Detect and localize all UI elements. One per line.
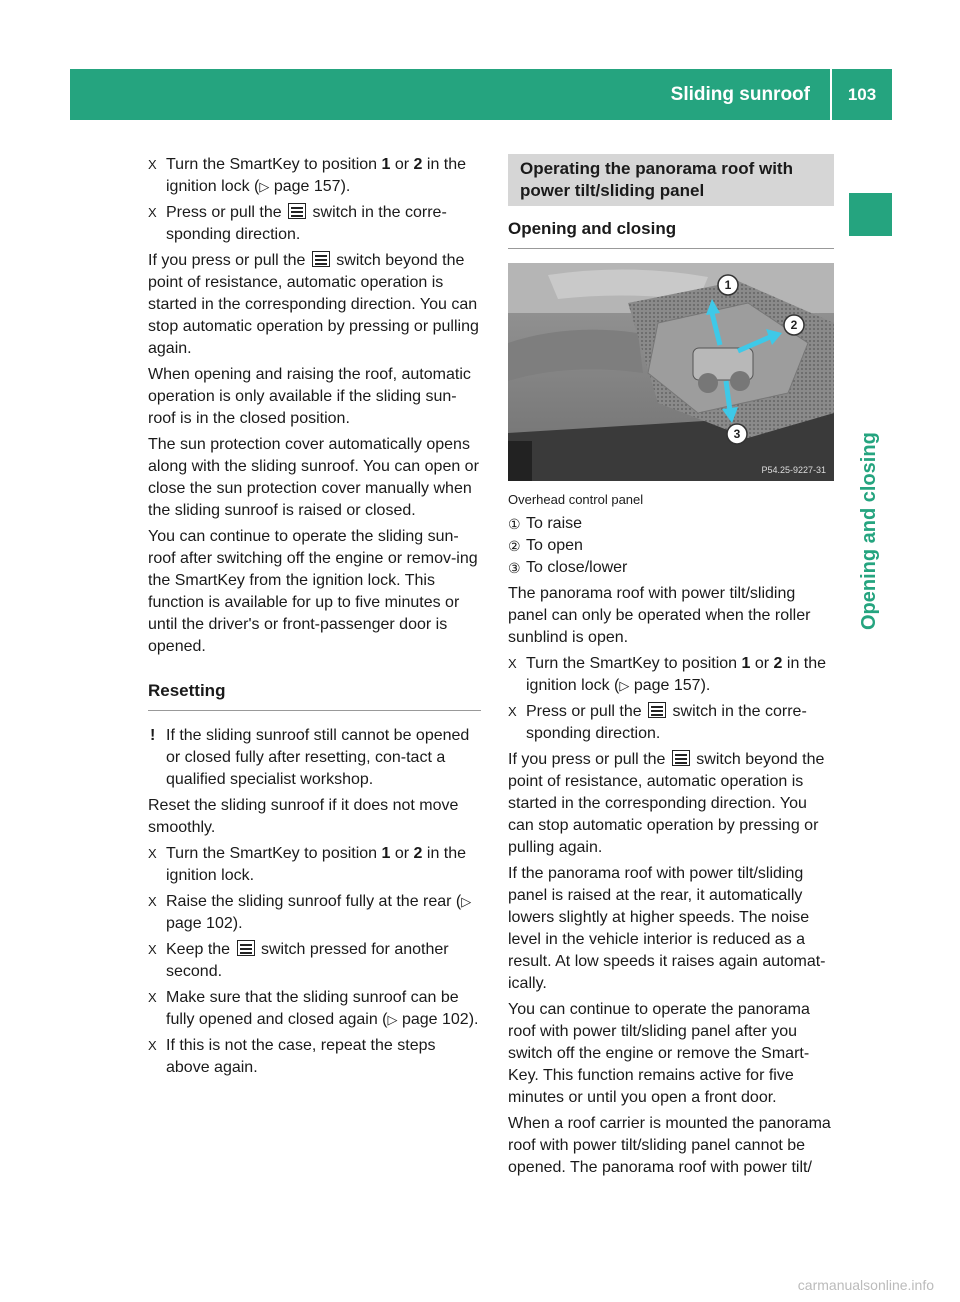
roof-switch-icon bbox=[648, 702, 666, 718]
left-column bbox=[148, 154, 481, 1083]
paragraph: You can continue to operate the panorama roof with power tilt/sliding panel after you switch off the engine or remove the Smart-Key. This function remains active for five minutes or until you open a front door. bbox=[508, 1001, 810, 1106]
svg-text:1: 1 bbox=[724, 278, 732, 292]
control-panel-illustration bbox=[508, 263, 834, 481]
paragraph: The panorama roof with power tilt/sliding panel can only be operated when the roller sunblind is open. bbox=[508, 585, 811, 646]
callout-number: ② bbox=[508, 538, 521, 554]
step-arrow-icon: X bbox=[148, 942, 157, 957]
box-heading: Operating the panorama roof with power tilt/sliding panel bbox=[508, 154, 834, 206]
svg-text:2: 2 bbox=[790, 318, 798, 332]
page-ref-icon: ▷ bbox=[619, 678, 630, 693]
overhead-control-panel-figure bbox=[508, 263, 834, 481]
callout-number: ③ bbox=[508, 560, 521, 576]
warning-icon: ! bbox=[150, 727, 156, 744]
step-arrow-icon: X bbox=[508, 656, 517, 671]
page-number: 103 bbox=[847, 85, 877, 104]
paragraph: If you press or pull the switch beyond the point of resistance, automatic operation is started in the corresponding direction. You can stop automatic operation by pressing or pulling again. bbox=[148, 252, 479, 357]
callout-number: ① bbox=[508, 516, 521, 532]
step-item: X Keep the switch pressed for another second. bbox=[148, 941, 449, 980]
paragraph: The sun protection cover automatically opens along with the sliding sunroof. You can open or close the sun protection cover manually when the sliding sunroof is raised or closed. bbox=[148, 436, 479, 519]
figure-code: P54.25-9227-31 bbox=[761, 465, 826, 475]
roof-switch-icon bbox=[288, 203, 306, 219]
section-title: Sliding sunroof bbox=[670, 84, 810, 105]
page-ref-icon: ▷ bbox=[259, 179, 270, 194]
header-bar bbox=[70, 69, 892, 120]
chapter-label-text: Opening and closing bbox=[858, 432, 880, 630]
page-reference-link[interactable]: page 157). bbox=[273, 178, 351, 195]
paragraph: When opening and raising the roof, automatic operation is only available if the sliding sun-roof is in the closed position. bbox=[148, 366, 471, 427]
paragraph: If the panorama roof with power tilt/sliding panel is raised at the rear, it automatically lowers slightly at higher speeds. The noise level in the vehicle interior is reduced as a result. At low speeds it raises again automat-ically. bbox=[508, 865, 826, 992]
legend-item: ① To raise bbox=[508, 513, 834, 535]
step-item: X Press or pull the switch in the corre-sponding direction. bbox=[148, 204, 447, 243]
step-arrow-icon: X bbox=[148, 990, 157, 1005]
paragraph: You can continue to operate the sliding sun-roof after switching off the engine or remov-ing the SmartKey from the ignition lock. This function is available for up to five minutes or until the driver's or front-passenger door is opened. bbox=[148, 528, 478, 655]
paragraph: Reset the sliding sunroof if it does not move smoothly. bbox=[148, 797, 459, 836]
page-reference-link[interactable]: page 102). bbox=[166, 915, 243, 932]
paragraph: When a roof carrier is mounted the panorama roof with power tilt/sliding panel cannot be opened. The panorama roof with power tilt/ bbox=[508, 1115, 831, 1176]
step-item: X Press or pull the switch in the corre-sponding direction. bbox=[508, 703, 807, 742]
step-arrow-icon: X bbox=[148, 1038, 157, 1053]
warning-note: ! If the sliding sunroof still cannot be opened or closed fully after resetting, con-tact a qualified specialist workshop. bbox=[150, 727, 470, 788]
chapter-tab bbox=[849, 193, 892, 236]
figure-caption: Overhead control panel bbox=[508, 492, 644, 507]
roof-switch-icon bbox=[672, 750, 690, 766]
step-item: X Raise the sliding sunroof fully at the rear (▷ page 102). bbox=[148, 893, 472, 932]
roof-switch-icon bbox=[237, 940, 255, 956]
watermark: carmanualsonline.info bbox=[797, 1277, 934, 1293]
step-arrow-icon: X bbox=[148, 157, 157, 172]
step-item: X Turn the SmartKey to position 1 or 2 in the ignition lock. bbox=[148, 845, 467, 884]
page-ref-icon: ▷ bbox=[461, 894, 472, 909]
step-arrow-icon: X bbox=[148, 846, 157, 861]
roof-switch-icon bbox=[312, 251, 330, 267]
step-arrow-icon: X bbox=[148, 205, 157, 220]
step-item: X If this is not the case, repeat the steps above again. bbox=[148, 1037, 436, 1076]
step-item: X Turn the SmartKey to position 1 or 2 in the ignition lock (▷ page 157). bbox=[508, 655, 827, 694]
page-ref-icon: ▷ bbox=[387, 1012, 398, 1027]
svg-text:3: 3 bbox=[733, 427, 741, 441]
right-column bbox=[508, 154, 834, 1183]
step-arrow-icon: X bbox=[508, 704, 517, 719]
paragraph: If you press or pull the switch beyond the point of resistance, automatic operation is started in the corresponding direction. You can stop automatic operation by pressing or pulling again. bbox=[508, 751, 825, 856]
step-item: X Turn the SmartKey to position 1 or 2 in the ignition lock (▷ page 157). bbox=[148, 156, 467, 195]
page-reference-link[interactable]: page 157). bbox=[633, 677, 711, 694]
page-reference-link[interactable]: page 102). bbox=[401, 1011, 479, 1028]
step-item: X Make sure that the sliding sunroof can be fully opened and closed again (▷ page 102). bbox=[148, 989, 479, 1028]
step-arrow-icon: X bbox=[148, 894, 157, 909]
subheading: Opening and closing bbox=[508, 218, 834, 249]
resetting-heading: Resetting bbox=[148, 680, 481, 711]
chapter-label bbox=[849, 250, 892, 630]
legend-item: ③ To close/lower bbox=[508, 557, 834, 579]
legend-item: ② To open bbox=[508, 535, 834, 557]
